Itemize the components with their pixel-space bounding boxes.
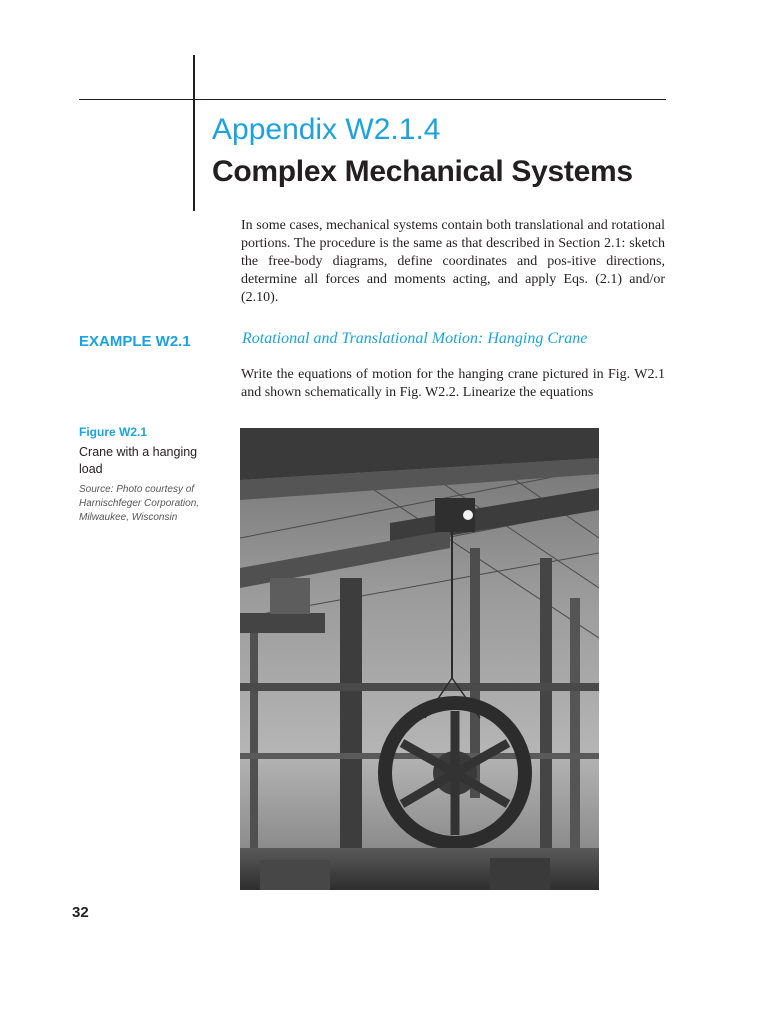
intro-paragraph: In some cases, mechanical systems contain both translational and rotational portions. The procedure is the same as that described in Section 2.1: sketch the free-body diagrams, define coordinates and pos-itive directions, determine all forces and moments acting, and apply Eqs. (2.1) and/or (2.10). <box>241 218 665 305</box>
example-body-paragraph: Write the equations of motion for the hanging crane pictured in Fig. W2.1 and shown schematically in Fig. W2.2. Linearize the equations <box>241 367 665 400</box>
example-label: EXAMPLE W2.1 <box>79 333 191 350</box>
header-rule-horizontal <box>79 99 666 100</box>
appendix-label: Appendix W2.1.4 <box>212 113 441 146</box>
page-number: 32 <box>72 904 89 921</box>
crane-photo <box>240 428 599 890</box>
header-rule-vertical <box>193 55 195 211</box>
figure-label: Figure W2.1 <box>79 425 148 439</box>
figure-source: Source: Photo courtesy of Harnischfeger Corporation, Milwaukee, Wisconsin <box>79 484 200 523</box>
appendix-title: Complex Mechanical Systems <box>212 155 633 188</box>
figure-caption: Crane with a hanging load <box>79 445 198 476</box>
example-title: Rotational and Translational Motion: Hanging Crane <box>242 330 588 347</box>
